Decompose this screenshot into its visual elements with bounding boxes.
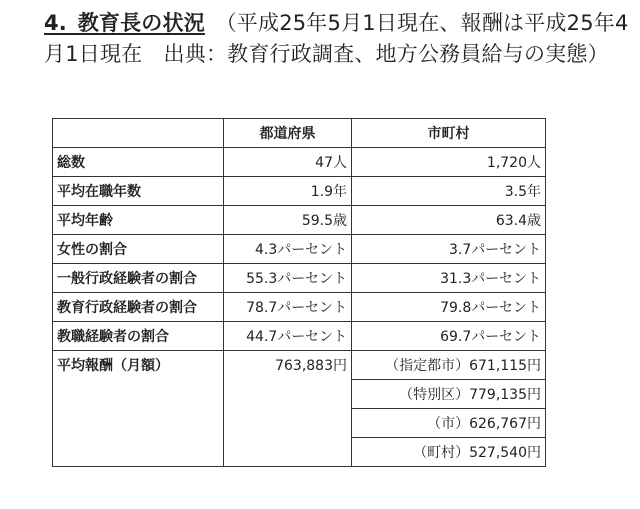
empty-cell [53, 409, 224, 438]
prefecture-value: 4.3パーセント [224, 235, 352, 264]
table-row [53, 206, 546, 235]
empty-cell [53, 438, 224, 467]
row-label: 教職経験者の割合 [53, 322, 224, 351]
municipality-value: 3.5年 [352, 177, 546, 206]
empty-cell [53, 380, 224, 409]
salary-special-ward: （特別区）779,135円 [352, 380, 546, 409]
salary-designated-city: （指定都市）671,115円 [352, 351, 546, 380]
empty-cell [224, 438, 352, 467]
superintendent-table [52, 118, 546, 467]
salary-row [53, 438, 546, 467]
table-row [53, 293, 546, 322]
header-corner [53, 119, 224, 148]
row-label: 平均年齢 [53, 206, 224, 235]
row-label: 総数 [53, 148, 224, 177]
prefecture-value: 1.9年 [224, 177, 352, 206]
prefecture-value: 59.5歳 [224, 206, 352, 235]
table-row [53, 264, 546, 293]
table-row [53, 177, 546, 206]
row-label: 一般行政経験者の割合 [53, 264, 224, 293]
empty-cell [224, 409, 352, 438]
section-note: （平成25年5月1日現在、報酬は平成25年4月1日現在 出典：教育行政調査、地方公務員給与の実態） [44, 11, 629, 66]
municipality-value: 1,720人 [352, 148, 546, 177]
salary-town-village: （町村）527,540円 [352, 438, 546, 467]
empty-cell [224, 380, 352, 409]
municipality-value: 3.7パーセント [352, 235, 546, 264]
row-label: 平均在職年数 [53, 177, 224, 206]
row-label: 女性の割合 [53, 235, 224, 264]
header-prefecture: 都道府県 [224, 119, 352, 148]
header-row [53, 119, 546, 148]
header-municipality: 市町村 [352, 119, 546, 148]
table-row [53, 322, 546, 351]
municipality-value: 79.8パーセント [352, 293, 546, 322]
salary-label: 平均報酬（月額） [53, 351, 224, 380]
municipality-value: 69.7パーセント [352, 322, 546, 351]
section-title: 4._教育長の状況 [44, 11, 205, 35]
table-row [53, 235, 546, 264]
salary-row [53, 409, 546, 438]
municipality-value: 63.4歳 [352, 206, 546, 235]
row-label: 教育行政経験者の割合 [53, 293, 224, 322]
prefecture-value: 55.3パーセント [224, 264, 352, 293]
section-heading [44, 8, 630, 70]
prefecture-value: 44.7パーセント [224, 322, 352, 351]
table-row [53, 148, 546, 177]
prefecture-value: 47人 [224, 148, 352, 177]
salary-city: （市）626,767円 [352, 409, 546, 438]
salary-row [53, 380, 546, 409]
salary-prefecture: 763,883円 [224, 351, 352, 380]
salary-row [53, 351, 546, 380]
prefecture-value: 78.7パーセント [224, 293, 352, 322]
municipality-value: 31.3パーセント [352, 264, 546, 293]
